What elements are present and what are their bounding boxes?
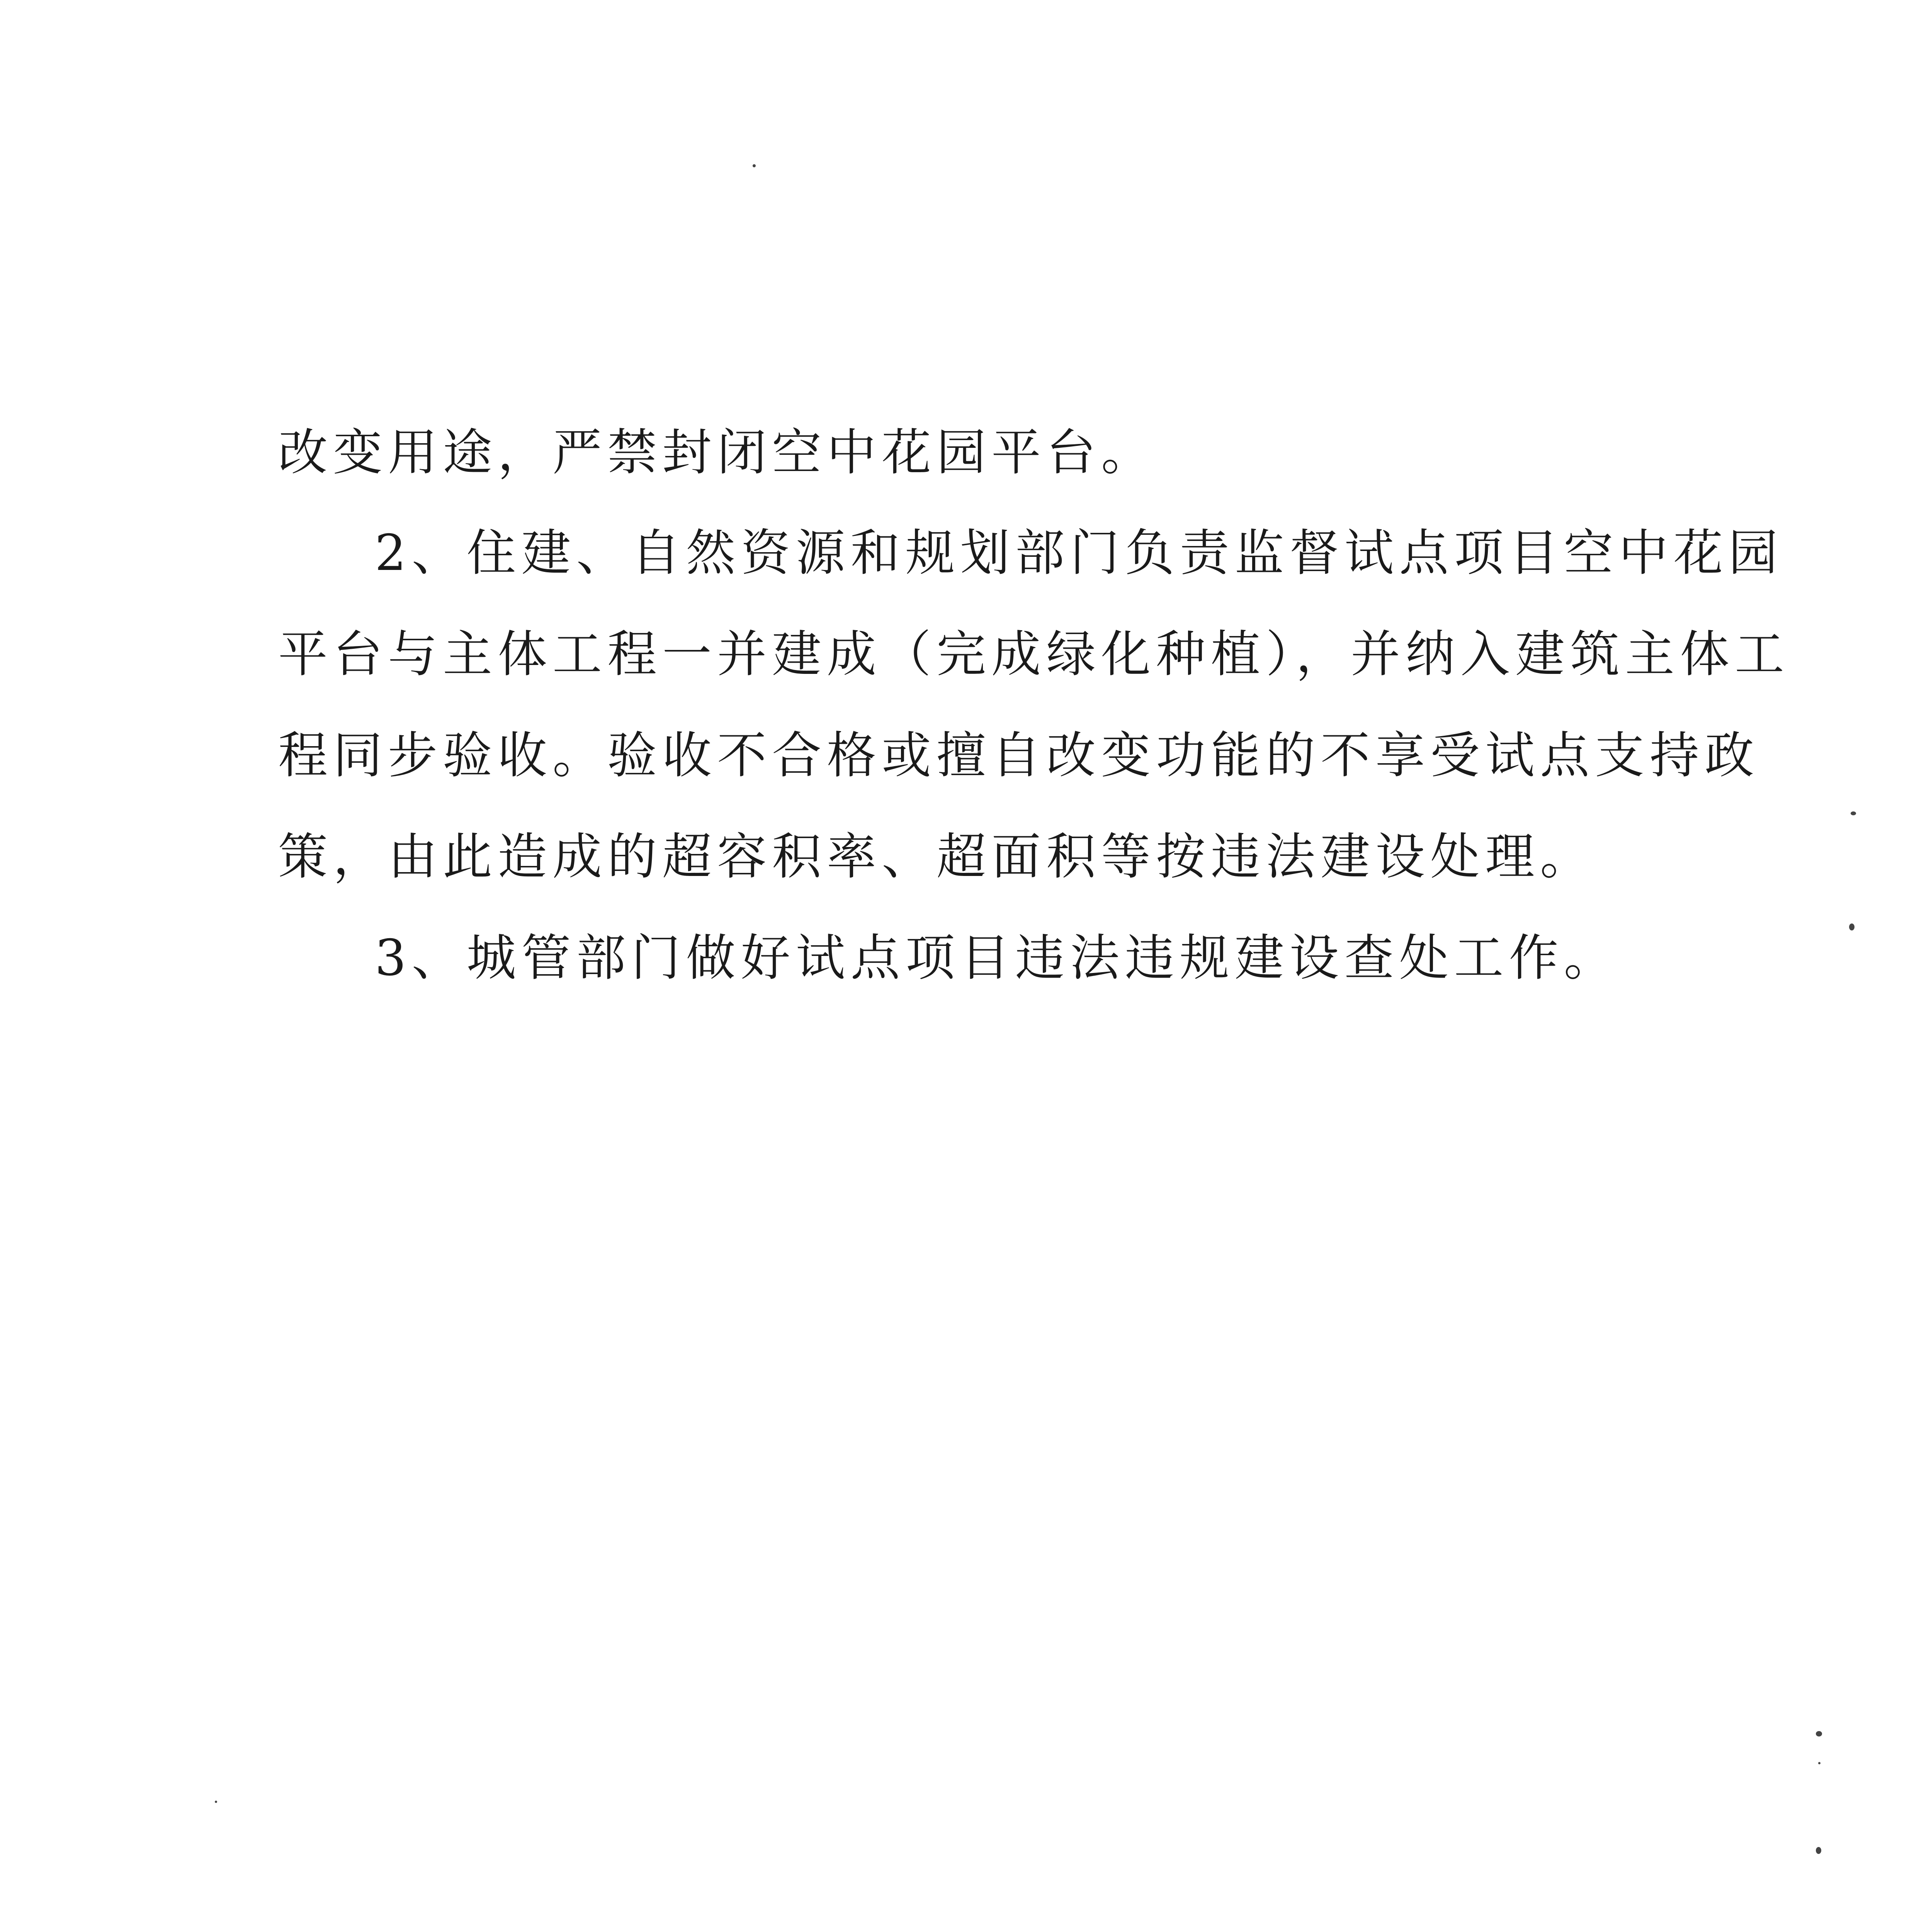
- paragraph-line-5: 策，由此造成的超容积率、超面积等按违法建设处理。: [278, 828, 1595, 886]
- paragraph-line-2: 2、住建、自然资源和规划部门负责监督试点项目空中花园: [375, 524, 1783, 582]
- paragraph-line-1: 改变用途，严禁封闭空中花园平台。: [278, 424, 1156, 481]
- scan-speck: [1816, 1731, 1822, 1736]
- scan-speck: [1818, 1762, 1821, 1764]
- scan-speck: [215, 1801, 217, 1803]
- paragraph-line-4: 程同步验收。验收不合格或擅自改变功能的不享受试点支持政: [278, 727, 1760, 784]
- scan-speck: [1849, 923, 1855, 930]
- scan-speck: [753, 164, 756, 167]
- scan-speck: [1851, 811, 1856, 815]
- paragraph-line-6: 3、城管部门做好试点项目违法违规建设查处工作。: [375, 929, 1619, 987]
- scan-speck: [1816, 1847, 1821, 1854]
- paragraph-line-3: 平台与主体工程一并建成（完成绿化种植），并纳入建筑主体工: [278, 626, 1790, 683]
